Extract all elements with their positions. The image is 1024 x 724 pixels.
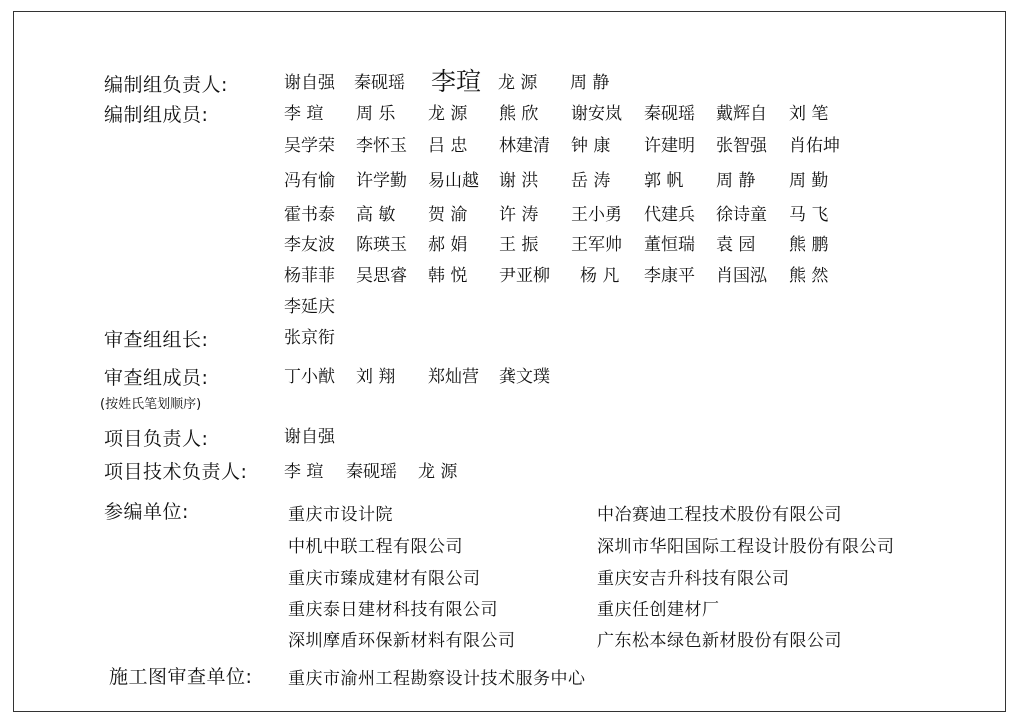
participant-unit: 中冶赛迪工程技术股份有限公司 (597, 505, 842, 525)
member-name: 龙 源 (428, 104, 468, 124)
participant-unit: 重庆安吉升科技有限公司 (597, 569, 790, 589)
drawing-review-label: 施工图审查单位: (109, 666, 253, 688)
member-name: 易山越 (428, 171, 479, 191)
participant-unit: 深圳摩盾环保新材料有限公司 (288, 631, 516, 651)
tech-lead-label: 项目技术负责人: (104, 461, 248, 483)
member-name: 郭 帆 (644, 171, 684, 191)
member-name: 李怀玉 (356, 136, 407, 156)
member-name: 董恒瑞 (644, 235, 695, 255)
participant-unit: 重庆市臻成建材有限公司 (288, 569, 481, 589)
review-member-name: 刘 翔 (356, 367, 396, 387)
chief-editor-name: 龙 源 (498, 73, 538, 93)
participant-unit: 重庆泰日建材科技有限公司 (288, 600, 498, 620)
project-lead-label: 项目负责人: (104, 428, 209, 450)
member-name: 韩 悦 (428, 266, 468, 286)
review-member-name: 郑灿营 (428, 367, 479, 387)
member-name: 刘 笔 (789, 104, 829, 124)
chief-editor-name: 李瑄 (431, 67, 482, 96)
drawing-review-unit: 重庆市渝州工程勘察设计技术服务中心 (288, 669, 586, 689)
review-order-note: (按姓氏笔划顺序) (100, 397, 202, 412)
member-name: 陈瑛玉 (356, 235, 407, 255)
member-name: 肖佑坤 (789, 136, 840, 156)
participant-unit: 重庆任创建材厂 (597, 600, 720, 620)
member-name: 马 飞 (789, 205, 829, 225)
review-leader-label: 审查组组长: (104, 329, 209, 351)
member-name: 吴学荣 (284, 136, 335, 156)
review-member-name: 龚文璞 (499, 367, 550, 387)
member-name: 李友波 (284, 235, 335, 255)
member-name: 戴辉自 (716, 104, 767, 124)
member-name: 王小勇 (571, 205, 622, 225)
member-name: 冯有愉 (284, 171, 335, 191)
member-name: 熊 欣 (499, 104, 539, 124)
members-label: 编制组成员: (104, 104, 209, 126)
participants-label: 参编单位: (104, 501, 189, 523)
participant-unit: 深圳市华阳国际工程设计股份有限公司 (597, 537, 895, 557)
member-name: 高 敏 (356, 205, 396, 225)
member-name: 钟 康 (571, 136, 611, 156)
member-name: 秦砚瑶 (644, 104, 695, 124)
member-name: 肖国泓 (716, 266, 767, 286)
member-name: 谢 洪 (499, 171, 539, 191)
member-name: 贺 渝 (428, 205, 468, 225)
member-name: 周 静 (716, 171, 756, 191)
member-name: 徐诗童 (716, 205, 767, 225)
member-name: 霍书泰 (284, 205, 335, 225)
member-name: 王军帅 (571, 235, 622, 255)
member-name: 郝 娟 (428, 235, 468, 255)
member-name: 李延庆 (284, 297, 335, 317)
member-name: 吕 忠 (428, 136, 468, 156)
participant-unit: 广东松本绿色新材股份有限公司 (597, 631, 842, 651)
member-name: 李康平 (644, 266, 695, 286)
project-lead-name: 谢自强 (284, 427, 335, 447)
member-name: 许 涛 (499, 205, 539, 225)
review-leader-name: 张京衔 (284, 328, 335, 348)
member-name: 周 乐 (356, 104, 396, 124)
member-name: 袁 园 (716, 235, 756, 255)
member-name: 杨菲菲 (284, 266, 335, 286)
chief-editor-name: 周 静 (570, 73, 610, 93)
review-members-label: 审查组成员: (104, 367, 209, 389)
member-name: 李 瑄 (284, 104, 324, 124)
member-name: 熊 然 (789, 266, 829, 286)
member-name: 杨 凡 (580, 266, 620, 286)
chief-editor-name: 谢自强 (284, 73, 335, 93)
member-name: 周 勤 (789, 171, 829, 191)
participant-unit: 重庆市设计院 (288, 505, 393, 525)
review-member-name: 丁小猷 (284, 367, 335, 387)
tech-lead-name: 李 瑄 (284, 462, 324, 482)
member-name: 尹亚柳 (499, 266, 550, 286)
member-name: 林建清 (499, 136, 550, 156)
chief-editor-label: 编制组负责人: (104, 74, 228, 96)
chief-editor-name: 秦砚瑶 (354, 73, 405, 93)
member-name: 代建兵 (644, 205, 695, 225)
member-name: 熊 鹏 (789, 235, 829, 255)
member-name: 许学勤 (356, 171, 407, 191)
member-name: 张智强 (716, 136, 767, 156)
member-name: 岳 涛 (571, 171, 611, 191)
participant-unit: 中机中联工程有限公司 (288, 537, 463, 557)
tech-lead-name: 秦砚瑶 (346, 462, 397, 482)
member-name: 吴思睿 (356, 266, 407, 286)
member-name: 王 振 (499, 235, 539, 255)
tech-lead-name: 龙 源 (418, 462, 458, 482)
member-name: 谢安岚 (571, 104, 622, 124)
member-name: 许建明 (644, 136, 695, 156)
